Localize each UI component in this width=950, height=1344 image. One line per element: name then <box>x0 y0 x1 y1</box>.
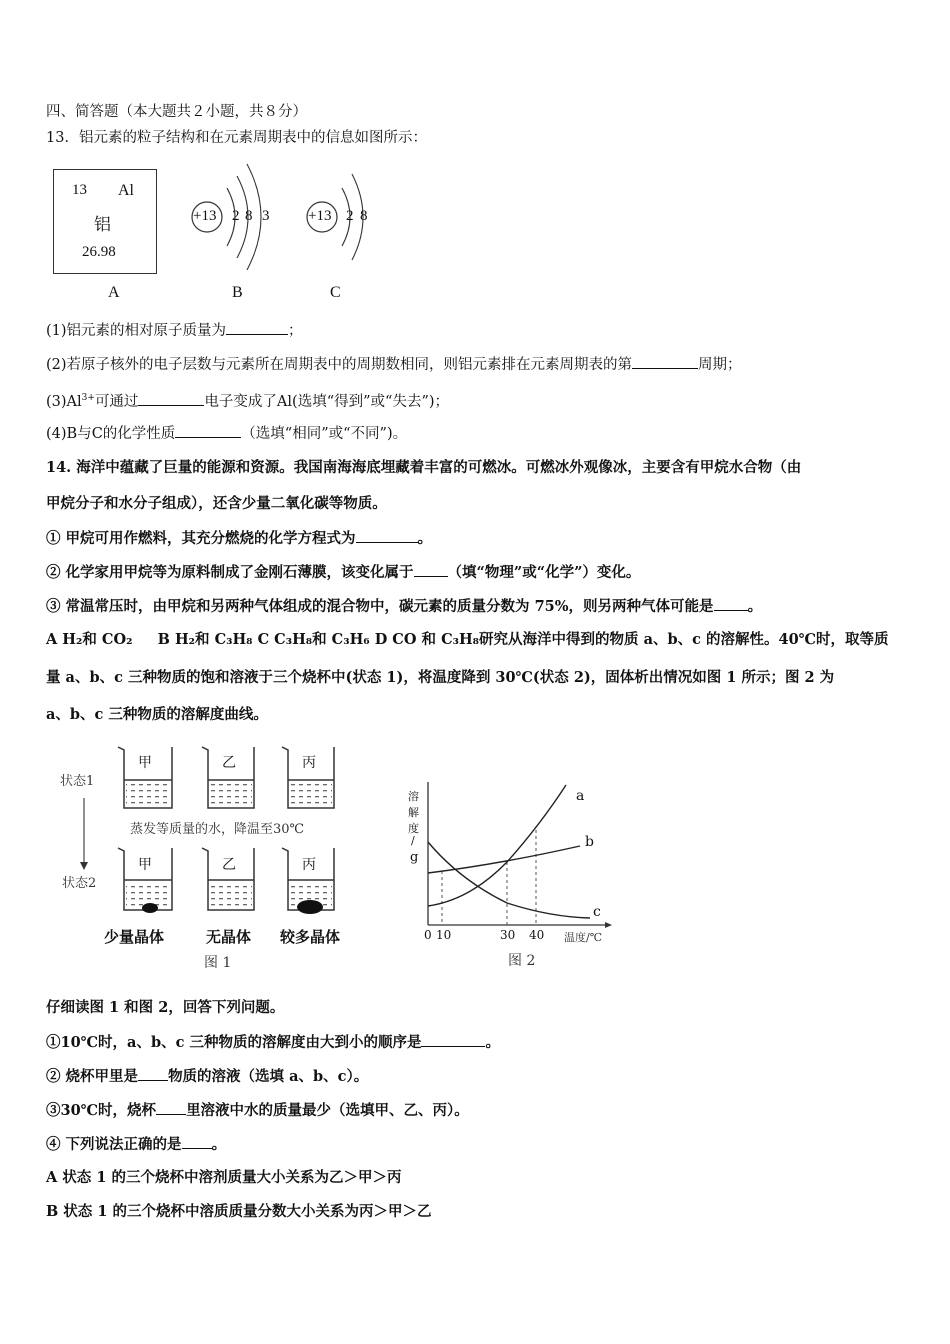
periodic-cell-al <box>53 169 157 274</box>
x-axis-label: 温度/℃ <box>564 931 603 944</box>
q13-sub-4 <box>46 423 407 444</box>
option-c: C C₃H₈和 C₃H₆ <box>257 631 370 648</box>
q14-q2-text: ② 化学家用甲烷等为原料制成了金刚石薄膜，该变化属于 <box>46 564 414 581</box>
followup-q2 <box>46 1066 368 1087</box>
followup-option-a: A 状态 1 的三个烧杯中溶剂质量大小关系为乙＞甲＞丙 <box>46 1169 402 1186</box>
beaker-label-bing-1: 丙 <box>302 755 316 771</box>
followup-q2-text: ② 烧杯甲里是 <box>46 1068 139 1085</box>
followup-q1-post: 。 <box>485 1034 500 1051</box>
answer-blank[interactable] <box>182 1134 212 1149</box>
shell-b-1: 2 <box>232 208 240 224</box>
beaker-label-yi-1: 乙 <box>222 755 236 771</box>
answer-blank[interactable] <box>138 391 204 406</box>
q14-q1 <box>46 528 432 549</box>
charge-superscript: 3+ <box>81 393 95 403</box>
followup-q3-text: ③30℃时，烧杯 <box>46 1102 157 1119</box>
x-tick-40: 40 <box>529 928 545 942</box>
figure-2-caption: 图 2 <box>508 953 536 969</box>
followup-q3-post: 里溶液中水的质量最少（选填甲、乙、丙）。 <box>186 1102 469 1119</box>
q13-stem: 13．铝元素的粒子结构和在元素周期表中的信息如图所示： <box>46 130 427 146</box>
y-label-2: 解 <box>408 806 419 819</box>
q13-sub-3-post: 电子变成了Al(选填“得到”或“失去”)； <box>204 394 450 410</box>
q14-line-2: 量 a、b、c 三种物质的饱和溶液于三个烧杯中(状态 1)，将温度降到 30℃(状态 2)，固体析出情况如图 1 所示；图 2 为 <box>46 669 835 686</box>
element-name: 铝 <box>94 215 111 235</box>
beaker-label-jia-1: 甲 <box>138 755 152 771</box>
q13-sub-3-mid: 可通过 <box>94 394 139 410</box>
followup-q1-text: ①10℃时，a、b、c 三种物质的溶解度由大到小的顺序是 <box>46 1034 422 1051</box>
atomic-mass: 26.98 <box>82 244 116 260</box>
answer-blank[interactable] <box>632 354 698 369</box>
q13-sub-3 <box>46 388 449 412</box>
followup-intro: 仔细读图 1 和图 2，回答下列问题。 <box>46 999 285 1016</box>
q14-q2 <box>46 562 640 583</box>
q14-q3-post: 。 <box>747 598 763 615</box>
x-tick-30: 30 <box>500 928 516 942</box>
q13-sub-1 <box>46 320 303 341</box>
x-tick-0: 0 <box>424 928 432 942</box>
q13-sub-4-text: (4)B与C的化学性质 <box>46 426 176 442</box>
followup-q4-post: 。 <box>211 1136 227 1153</box>
followup-q3 <box>46 1100 469 1121</box>
curve-label-b: b <box>585 834 594 850</box>
q14-q3 <box>46 596 762 617</box>
q13-sub-4-post: （选填“相同”或“不同”)。 <box>241 426 408 442</box>
curve-label-a: a <box>576 788 585 804</box>
q14-research-text: 研究从海洋中得到的物质 a、b、c 的溶解性。40℃时，取等质 <box>479 631 889 648</box>
answer-blank[interactable] <box>138 1066 168 1081</box>
curve-label-c: c <box>593 904 601 920</box>
figure-2 <box>400 770 630 970</box>
y-label-5: g <box>410 850 419 865</box>
shell-c-1: 2 <box>346 208 354 224</box>
q14-q1-text: ① 甲烷可用作燃料，其充分燃烧的化学方程式为 <box>46 530 356 547</box>
answer-blank[interactable] <box>414 562 448 577</box>
answer-blank[interactable] <box>421 1032 485 1047</box>
shell-b-2: 8 <box>245 208 253 224</box>
option-a: A H₂和 CO₂ <box>46 631 133 648</box>
figure-1-caption: 图 1 <box>204 955 232 971</box>
followup-q1 <box>46 1032 500 1053</box>
state-2-label: 状态2 <box>62 876 97 891</box>
q14-q1-post: 。 <box>417 530 433 547</box>
option-b: B H₂和 C₃H₈ <box>157 631 253 648</box>
beaker-label-jia-2: 甲 <box>138 857 152 873</box>
result-jia: 少量晶体 <box>104 928 165 946</box>
beaker-label-yi-2: 乙 <box>222 857 236 873</box>
q14-options <box>46 630 889 650</box>
y-label-4: / <box>411 834 415 847</box>
shell-c-2: 8 <box>360 208 368 224</box>
answer-blank[interactable] <box>356 528 418 543</box>
followup-q4-text: ④ 下列说法正确的是 <box>46 1136 182 1153</box>
result-yi: 无晶体 <box>206 928 252 946</box>
q13-sub-3-text: (3)Al <box>46 394 82 410</box>
q14-q2-post: （填“物理”或“化学”）变化。 <box>447 564 641 581</box>
answer-blank[interactable] <box>714 596 748 611</box>
q14-stem-2: 甲烷分子和水分子组成），还含少量二氧化碳等物质。 <box>46 495 387 512</box>
q13-figure <box>40 160 400 310</box>
option-d: D CO 和 C₃H₈ <box>374 631 480 648</box>
followup-q2-post: 物质的溶液（选填 a、b、c）。 <box>168 1068 369 1085</box>
answer-blank[interactable] <box>156 1100 186 1115</box>
q14-stem-1: 14. 海洋中蕴藏了巨量的能源和资源。我国南海海底埋藏着丰富的可燃冰。可燃冰外观像冰，主要含有甲烷水合物（由 <box>46 459 802 476</box>
y-label-1: 溶 <box>408 790 419 803</box>
atomic-number: 13 <box>72 182 87 198</box>
fig-label-c: C <box>330 284 341 301</box>
section-heading: 四、简答题（本大题共２小题，共８分） <box>46 104 307 120</box>
process-text: 蒸发等质量的水，降温至30℃ <box>130 822 305 837</box>
fig-label-a: A <box>108 284 120 301</box>
q13-sub-1-text: (1)铝元素的相对原子质量为 <box>46 323 227 339</box>
followup-option-b: B 状态 1 的三个烧杯中溶质质量分数大小关系为丙＞甲＞乙 <box>46 1203 432 1220</box>
beaker-label-bing-2: 丙 <box>302 857 316 873</box>
result-bing: 较多晶体 <box>280 928 341 946</box>
state-1-label: 状态1 <box>60 774 95 789</box>
shell-b-3: 3 <box>262 208 270 224</box>
figure-1 <box>50 740 370 980</box>
q14-q3-text: ③ 常温常压时，由甲烷和另两种气体组成的混合物中，碳元素的质量分数为 75%，则另两种气体可能是 <box>46 598 714 615</box>
followup-q4 <box>46 1134 226 1155</box>
y-label-3: 度 <box>408 822 419 835</box>
fig-label-b: B <box>232 284 243 301</box>
nucleus-c: +13 <box>308 208 332 224</box>
q13-sub-2-post: 周期； <box>698 357 742 373</box>
q14-line-3: a、b、c 三种物质的溶解度曲线。 <box>46 706 268 723</box>
q13-sub-2-text: (2)若原子核外的电子层数与元素所在周期表中的周期数相同，则铝元素排在元素周期表的第 <box>46 357 633 373</box>
nucleus-b: +13 <box>193 208 217 224</box>
answer-blank[interactable] <box>175 423 241 438</box>
element-symbol: Al <box>118 182 134 199</box>
x-tick-10: 10 <box>436 928 452 942</box>
answer-blank[interactable] <box>226 320 288 335</box>
q13-sub-1-post: ； <box>288 323 303 339</box>
q13-sub-2 <box>46 354 742 375</box>
